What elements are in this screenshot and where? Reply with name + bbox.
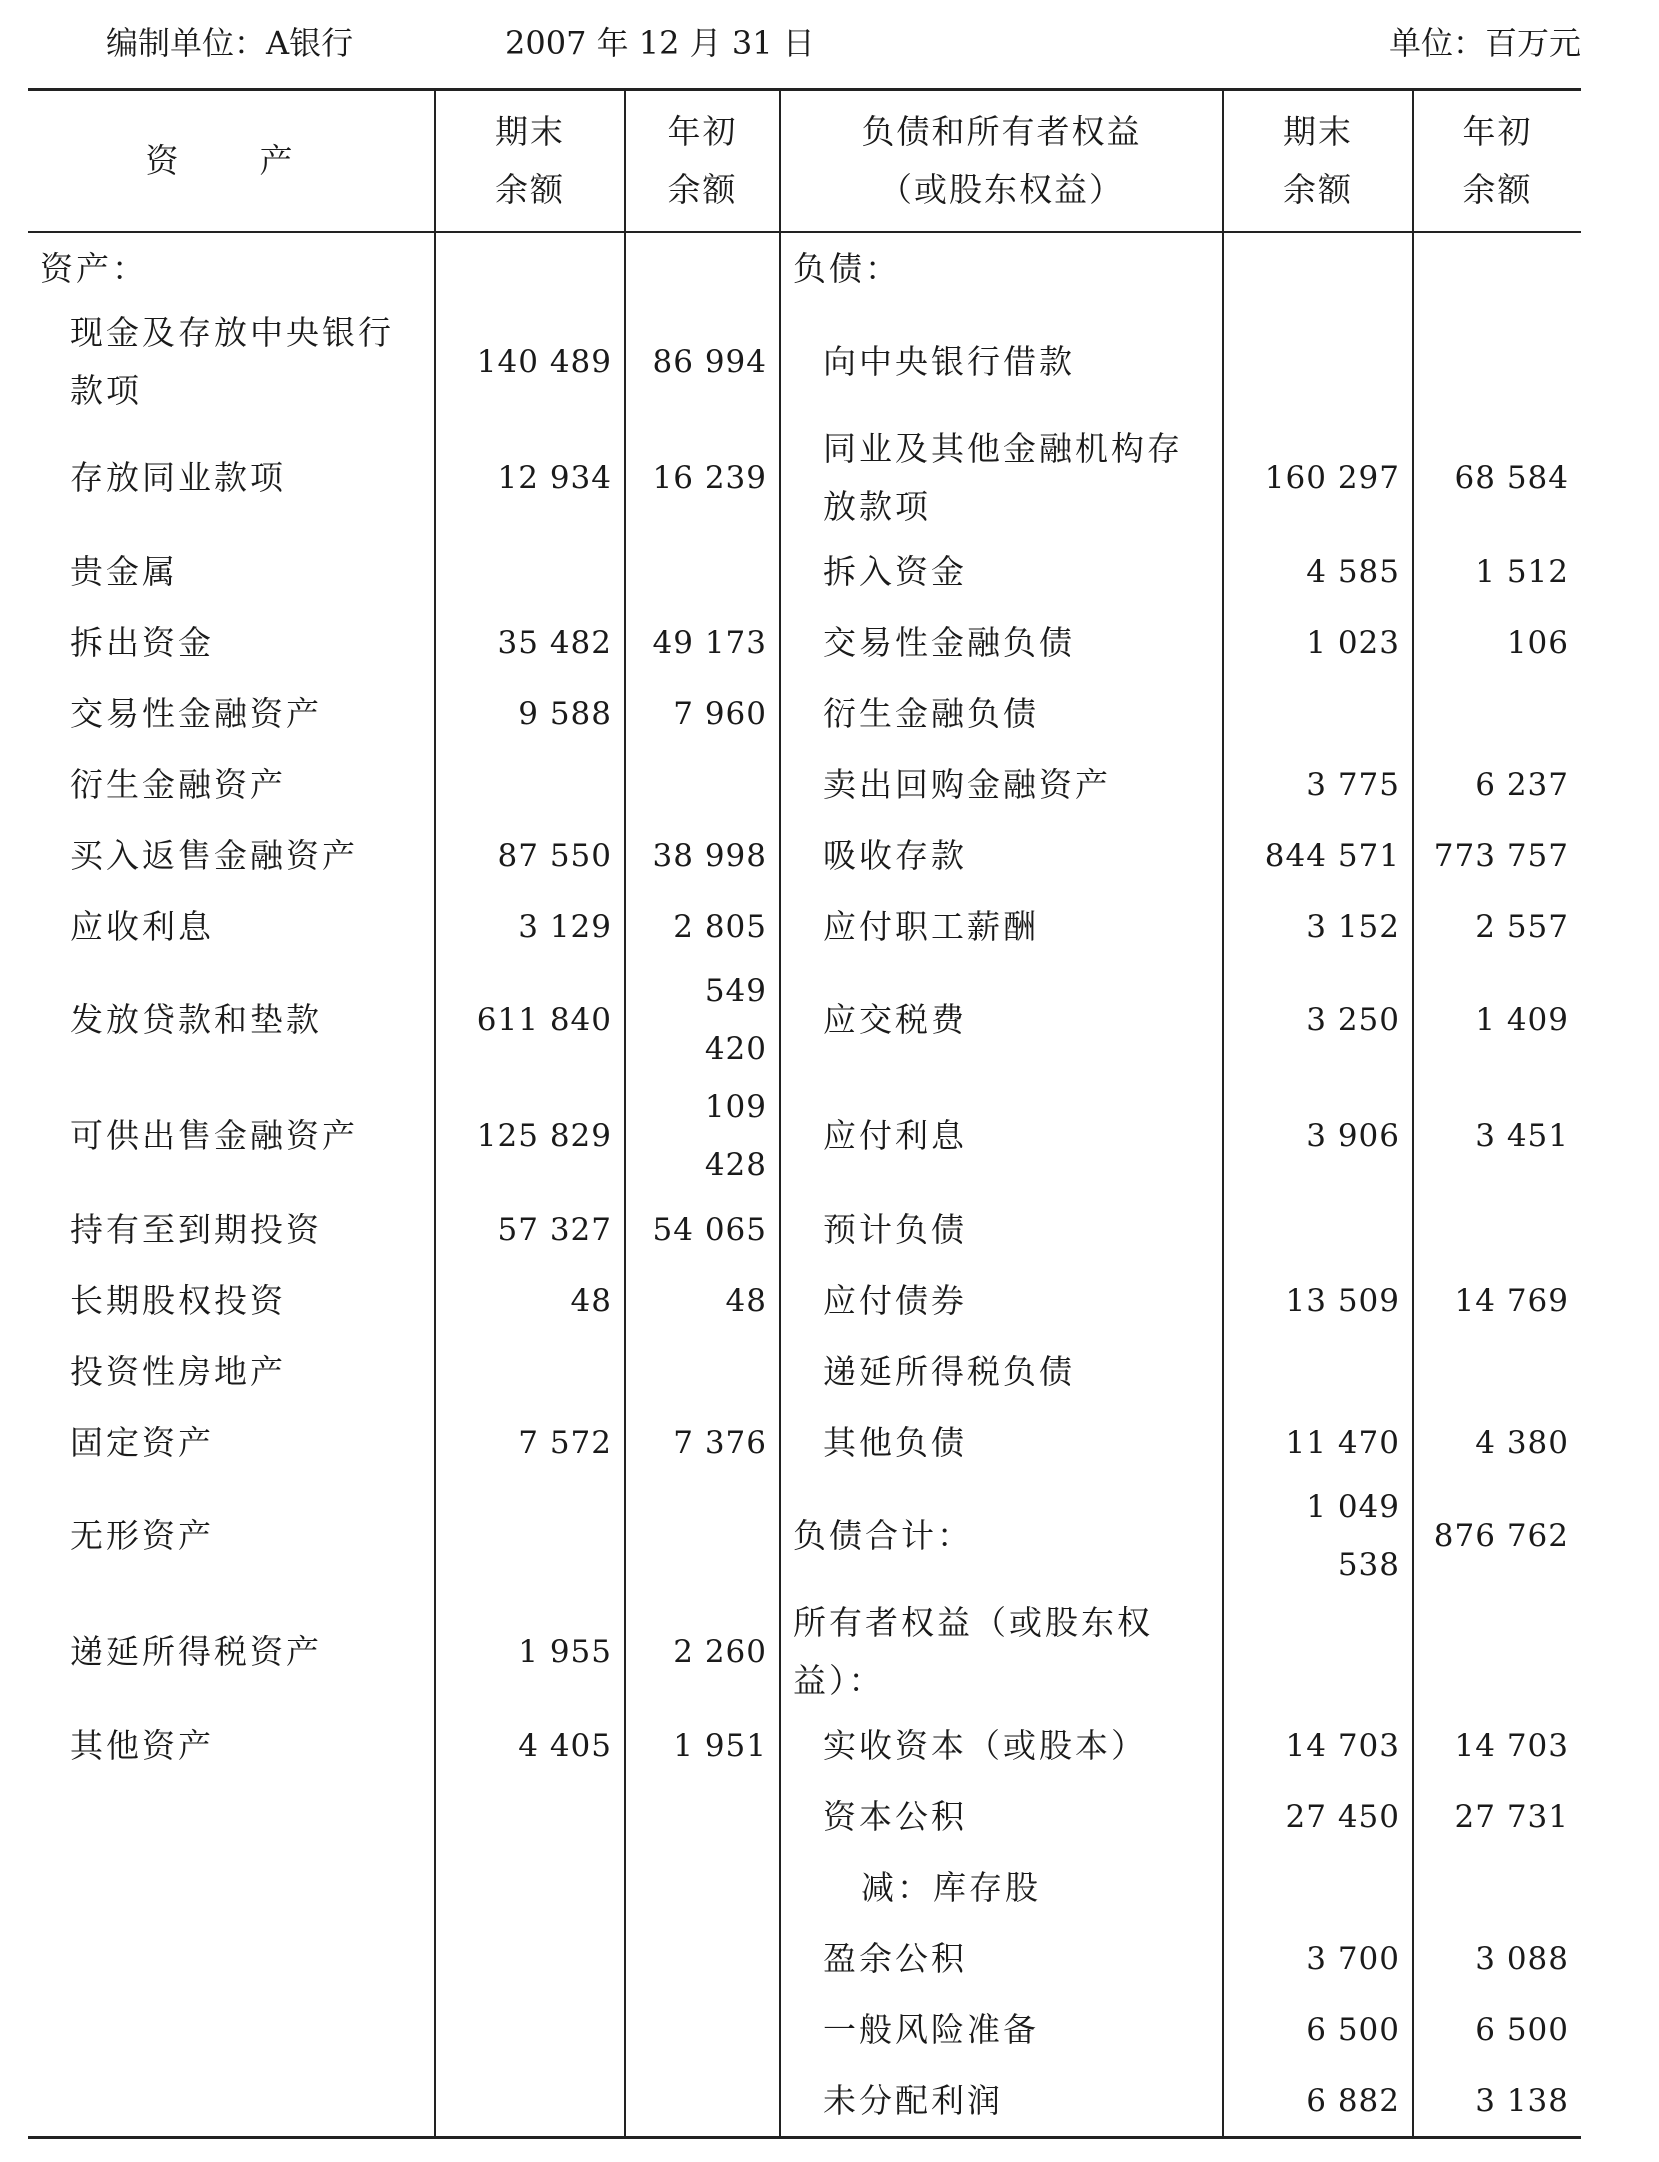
liability-period-start: 68 584 bbox=[1413, 420, 1581, 536]
asset-period-start: 54 065 bbox=[625, 1194, 780, 1265]
col-period-end-right-line1: 期末 bbox=[1283, 112, 1353, 151]
liability-period-end bbox=[1223, 678, 1413, 749]
liability-label: 拆入资金 bbox=[780, 536, 1223, 607]
liability-period-end bbox=[1223, 304, 1413, 420]
asset-period-start: 7 960 bbox=[625, 678, 780, 749]
header-row bbox=[28, 90, 1581, 233]
asset-period-start bbox=[625, 2065, 780, 2138]
table-row bbox=[28, 304, 1581, 420]
table-row bbox=[28, 1078, 1581, 1194]
asset-label: 现金及存放中央银行款项 bbox=[28, 304, 435, 420]
liability-label: 一般风险准备 bbox=[780, 1994, 1223, 2065]
table-row bbox=[28, 891, 1581, 962]
liability-period-end bbox=[1223, 1594, 1413, 1710]
liability-period-end: 3 906 bbox=[1223, 1078, 1413, 1194]
liability-label: 减：库存股 bbox=[780, 1852, 1223, 1923]
col-period-start-line1: 年初 bbox=[667, 112, 738, 151]
asset-period-start bbox=[625, 1923, 780, 1994]
table-row bbox=[28, 820, 1581, 891]
asset-label: 可供出售金融资产 bbox=[28, 1078, 435, 1194]
asset-period-start: 38 998 bbox=[625, 820, 780, 891]
asset-label: 买入返售金融资产 bbox=[28, 820, 435, 891]
asset-period-end bbox=[435, 232, 625, 304]
asset-period-end bbox=[435, 2065, 625, 2138]
liability-label: 负债： bbox=[780, 232, 1223, 304]
asset-period-start: 1 951 bbox=[625, 1710, 780, 1781]
asset-period-end: 87 550 bbox=[435, 820, 625, 891]
liability-period-start: 14 769 bbox=[1413, 1265, 1581, 1336]
asset-period-end: 12 934 bbox=[435, 420, 625, 536]
col-period-start-right-line1: 年初 bbox=[1462, 112, 1533, 151]
col-assets: 资 产 bbox=[28, 90, 435, 233]
asset-label: 拆出资金 bbox=[28, 607, 435, 678]
liability-label: 应交税费 bbox=[780, 962, 1223, 1078]
liability-label: 应付债券 bbox=[780, 1265, 1223, 1336]
asset-period-start bbox=[625, 1336, 780, 1407]
col-period-start-line2: 余额 bbox=[667, 170, 738, 209]
col-liabilities bbox=[780, 90, 1223, 233]
liability-period-start bbox=[1413, 678, 1581, 749]
liability-label: 交易性金融负债 bbox=[780, 607, 1223, 678]
liability-period-end: 6 500 bbox=[1223, 1994, 1413, 2065]
liability-period-end: 3 152 bbox=[1223, 891, 1413, 962]
asset-label bbox=[28, 1994, 435, 2065]
asset-period-start: 2 805 bbox=[625, 891, 780, 962]
table-row bbox=[28, 1194, 1581, 1265]
table-row bbox=[28, 1407, 1581, 1478]
asset-label: 衍生金融资产 bbox=[28, 749, 435, 820]
col-period-end-right bbox=[1223, 90, 1413, 233]
asset-label: 存放同业款项 bbox=[28, 420, 435, 536]
liability-period-end: 4 585 bbox=[1223, 536, 1413, 607]
asset-period-end: 3 129 bbox=[435, 891, 625, 962]
liability-period-start: 773 757 bbox=[1413, 820, 1581, 891]
liability-period-start: 876 762 bbox=[1413, 1478, 1581, 1594]
liability-period-start: 3 451 bbox=[1413, 1078, 1581, 1194]
asset-period-end bbox=[435, 1852, 625, 1923]
liability-period-end bbox=[1223, 1194, 1413, 1265]
liability-period-end: 11 470 bbox=[1223, 1407, 1413, 1478]
table-row bbox=[28, 420, 1581, 536]
liability-period-start: 6 237 bbox=[1413, 749, 1581, 820]
asset-period-start: 48 bbox=[625, 1265, 780, 1336]
liability-period-start: 1 512 bbox=[1413, 536, 1581, 607]
asset-label bbox=[28, 1852, 435, 1923]
liability-period-start bbox=[1413, 1852, 1581, 1923]
col-period-end-right-line2: 余额 bbox=[1283, 170, 1353, 209]
liability-period-end: 27 450 bbox=[1223, 1781, 1413, 1852]
liability-label: 递延所得税负债 bbox=[780, 1336, 1223, 1407]
asset-period-start: 16 239 bbox=[625, 420, 780, 536]
asset-label: 递延所得税资产 bbox=[28, 1594, 435, 1710]
col-period-start-right bbox=[1413, 90, 1581, 233]
liability-period-start bbox=[1413, 1594, 1581, 1710]
table-row bbox=[28, 1594, 1581, 1710]
liability-period-start bbox=[1413, 304, 1581, 420]
report-date: 2007 年 12 月 31 日 bbox=[505, 24, 815, 62]
col-period-end-line1: 期末 bbox=[495, 112, 565, 151]
table-row bbox=[28, 1923, 1581, 1994]
liability-period-end bbox=[1223, 1336, 1413, 1407]
asset-label: 其他资产 bbox=[28, 1710, 435, 1781]
asset-period-end: 1 955 bbox=[435, 1594, 625, 1710]
liability-period-start bbox=[1413, 1194, 1581, 1265]
col-period-start-right-line2: 余额 bbox=[1462, 170, 1533, 209]
asset-period-start bbox=[625, 1478, 780, 1594]
asset-period-end: 57 327 bbox=[435, 1194, 625, 1265]
liability-period-end: 3 700 bbox=[1223, 1923, 1413, 1994]
liability-period-end: 3 775 bbox=[1223, 749, 1413, 820]
table-row bbox=[28, 749, 1581, 820]
liability-label: 吸收存款 bbox=[780, 820, 1223, 891]
liability-period-end: 14 703 bbox=[1223, 1710, 1413, 1781]
asset-period-end bbox=[435, 536, 625, 607]
asset-label: 投资性房地产 bbox=[28, 1336, 435, 1407]
liability-period-start: 4 380 bbox=[1413, 1407, 1581, 1478]
table-row bbox=[28, 536, 1581, 607]
asset-period-start: 49 173 bbox=[625, 607, 780, 678]
liability-period-end: 160 297 bbox=[1223, 420, 1413, 536]
asset-period-start: 109 428 bbox=[625, 1078, 780, 1194]
liability-label: 预计负债 bbox=[780, 1194, 1223, 1265]
table-row bbox=[28, 1852, 1581, 1923]
table-row bbox=[28, 1265, 1581, 1336]
col-period-end-line2: 余额 bbox=[495, 170, 565, 209]
liability-period-end: 844 571 bbox=[1223, 820, 1413, 891]
asset-label: 交易性金融资产 bbox=[28, 678, 435, 749]
asset-period-end: 125 829 bbox=[435, 1078, 625, 1194]
liability-label: 实收资本（或股本） bbox=[780, 1710, 1223, 1781]
asset-period-end: 611 840 bbox=[435, 962, 625, 1078]
liability-period-end bbox=[1223, 232, 1413, 304]
asset-period-end bbox=[435, 1781, 625, 1852]
table-row bbox=[28, 1781, 1581, 1852]
asset-period-start bbox=[625, 749, 780, 820]
asset-label bbox=[28, 1923, 435, 1994]
liability-period-start: 1 409 bbox=[1413, 962, 1581, 1078]
liability-label: 应付利息 bbox=[780, 1078, 1223, 1194]
table-row bbox=[28, 1994, 1581, 2065]
asset-period-start bbox=[625, 1852, 780, 1923]
liability-period-start bbox=[1413, 1336, 1581, 1407]
currency-unit: 单位：百万元 bbox=[1388, 24, 1581, 62]
asset-label: 资产： bbox=[28, 232, 435, 304]
asset-label: 持有至到期投资 bbox=[28, 1194, 435, 1265]
asset-period-end bbox=[435, 1478, 625, 1594]
asset-period-start: 549 420 bbox=[625, 962, 780, 1078]
liability-period-end: 3 250 bbox=[1223, 962, 1413, 1078]
asset-period-end: 4 405 bbox=[435, 1710, 625, 1781]
liability-period-end: 1 023 bbox=[1223, 607, 1413, 678]
liability-period-end: 6 882 bbox=[1223, 2065, 1413, 2138]
liability-period-end: 13 509 bbox=[1223, 1265, 1413, 1336]
liability-period-start: 27 731 bbox=[1413, 1781, 1581, 1852]
asset-label: 发放贷款和垫款 bbox=[28, 962, 435, 1078]
table-row bbox=[28, 1710, 1581, 1781]
liability-period-start: 3 138 bbox=[1413, 2065, 1581, 2138]
asset-period-end bbox=[435, 1994, 625, 2065]
liability-label: 负债合计： bbox=[780, 1478, 1223, 1594]
asset-period-end: 140 489 bbox=[435, 304, 625, 420]
liability-label: 未分配利润 bbox=[780, 2065, 1223, 2138]
liability-period-start: 106 bbox=[1413, 607, 1581, 678]
balance-sheet-table bbox=[28, 88, 1581, 2139]
reporting-entity: 编制单位：A银行 bbox=[106, 24, 354, 62]
asset-period-end: 35 482 bbox=[435, 607, 625, 678]
liability-period-start: 6 500 bbox=[1413, 1994, 1581, 2065]
liability-label: 其他负债 bbox=[780, 1407, 1223, 1478]
liability-label: 盈余公积 bbox=[780, 1923, 1223, 1994]
asset-label: 无形资产 bbox=[28, 1478, 435, 1594]
asset-period-start bbox=[625, 1781, 780, 1852]
liability-period-end: 1 049 538 bbox=[1223, 1478, 1413, 1594]
asset-period-start bbox=[625, 232, 780, 304]
liability-period-start: 3 088 bbox=[1413, 1923, 1581, 1994]
table-row bbox=[28, 1478, 1581, 1594]
liability-label: 向中央银行借款 bbox=[780, 304, 1223, 420]
liability-period-start: 14 703 bbox=[1413, 1710, 1581, 1781]
asset-period-end bbox=[435, 749, 625, 820]
asset-label: 固定资产 bbox=[28, 1407, 435, 1478]
asset-period-start bbox=[625, 536, 780, 607]
col-liabilities-line1: 负债和所有者权益 bbox=[861, 112, 1142, 151]
asset-label bbox=[28, 2065, 435, 2138]
asset-period-start bbox=[625, 1994, 780, 2065]
liability-label: 所有者权益（或股东权益）： bbox=[780, 1594, 1223, 1710]
liability-label: 卖出回购金融资产 bbox=[780, 749, 1223, 820]
asset-period-end bbox=[435, 1336, 625, 1407]
asset-period-end: 7 572 bbox=[435, 1407, 625, 1478]
table-row bbox=[28, 232, 1581, 304]
table-row bbox=[28, 678, 1581, 749]
table-row bbox=[28, 962, 1581, 1078]
liability-period-start bbox=[1413, 232, 1581, 304]
asset-period-end: 9 588 bbox=[435, 678, 625, 749]
asset-period-end bbox=[435, 1923, 625, 1994]
table-row bbox=[28, 1336, 1581, 1407]
liability-label: 应付职工薪酬 bbox=[780, 891, 1223, 962]
table-row bbox=[28, 607, 1581, 678]
asset-period-start: 2 260 bbox=[625, 1594, 780, 1710]
liability-period-end bbox=[1223, 1852, 1413, 1923]
liability-label: 同业及其他金融机构存放款项 bbox=[780, 420, 1223, 536]
asset-label bbox=[28, 1781, 435, 1852]
asset-label: 应收利息 bbox=[28, 891, 435, 962]
asset-period-start: 7 376 bbox=[625, 1407, 780, 1478]
liability-period-start: 2 557 bbox=[1413, 891, 1581, 962]
liability-label: 衍生金融负债 bbox=[780, 678, 1223, 749]
col-period-start bbox=[625, 90, 780, 233]
asset-period-end: 48 bbox=[435, 1265, 625, 1336]
asset-label: 贵金属 bbox=[28, 536, 435, 607]
col-liabilities-line2: （或股东权益） bbox=[879, 170, 1124, 209]
liability-label: 资本公积 bbox=[780, 1781, 1223, 1852]
asset-label: 长期股权投资 bbox=[28, 1265, 435, 1336]
col-period-end bbox=[435, 90, 625, 233]
table-row bbox=[28, 2065, 1581, 2138]
asset-period-start: 86 994 bbox=[625, 304, 780, 420]
